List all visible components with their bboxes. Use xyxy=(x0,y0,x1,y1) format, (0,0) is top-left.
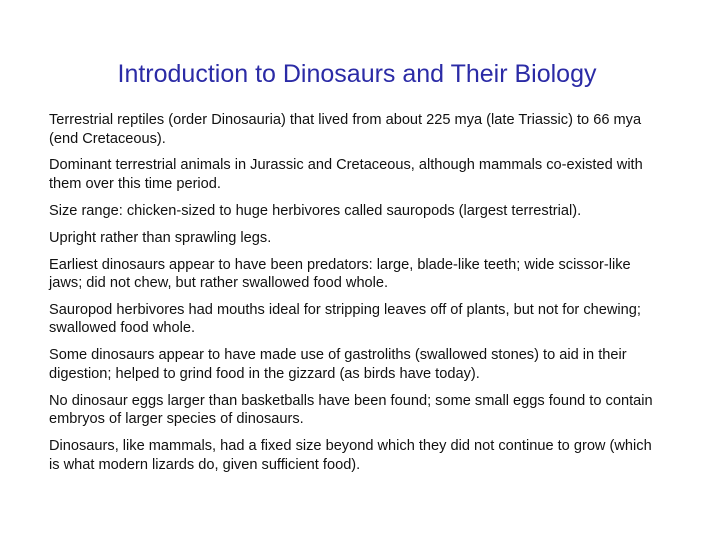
bullet-item: Upright rather than sprawling legs. xyxy=(49,229,272,246)
bullet-item: No dinosaur eggs larger than basketballs have been found; some small eggs found to contain embryos of larger species of dinosaurs. xyxy=(49,392,653,428)
bullet-item: Sauropod herbivores had mouths ideal for stripping leaves off of plants, but not for chewing; swallowed food whole. xyxy=(49,301,641,337)
bullet-list xyxy=(49,111,659,483)
bullet-item: Dinosaurs, like mammals, had a fixed size beyond which they did not continue to grow (which is what modern lizards do, given sufficient food). xyxy=(49,438,652,473)
bullet-item: Size range: chicken-sized to huge herbivores called sauropods (largest terrestrial). xyxy=(49,202,582,219)
bullet-item: Some dinosaurs appear to have made use of gastroliths (swallowed stones) to aid in their digestion; helped to grind food in the gizzard (as birds have today). xyxy=(49,347,627,382)
bullet-item: Dominant terrestrial animals in Jurassic and Cretaceous, although mammals co-existed with them over this time period. xyxy=(49,157,643,192)
slide-title: Introduction to Dinosaurs and Their Biology xyxy=(117,59,597,88)
bullet-item: Earliest dinosaurs appear to have been predators: large, blade-like teeth; wide scissor-like jaws; did not chew, but rather swallowed food whole. xyxy=(49,256,631,292)
bullet-item: Terrestrial reptiles (order Dinosauria) that lived from about 225 mya (late Triassic) to 66 mya (end Cretaceous). xyxy=(49,112,642,147)
